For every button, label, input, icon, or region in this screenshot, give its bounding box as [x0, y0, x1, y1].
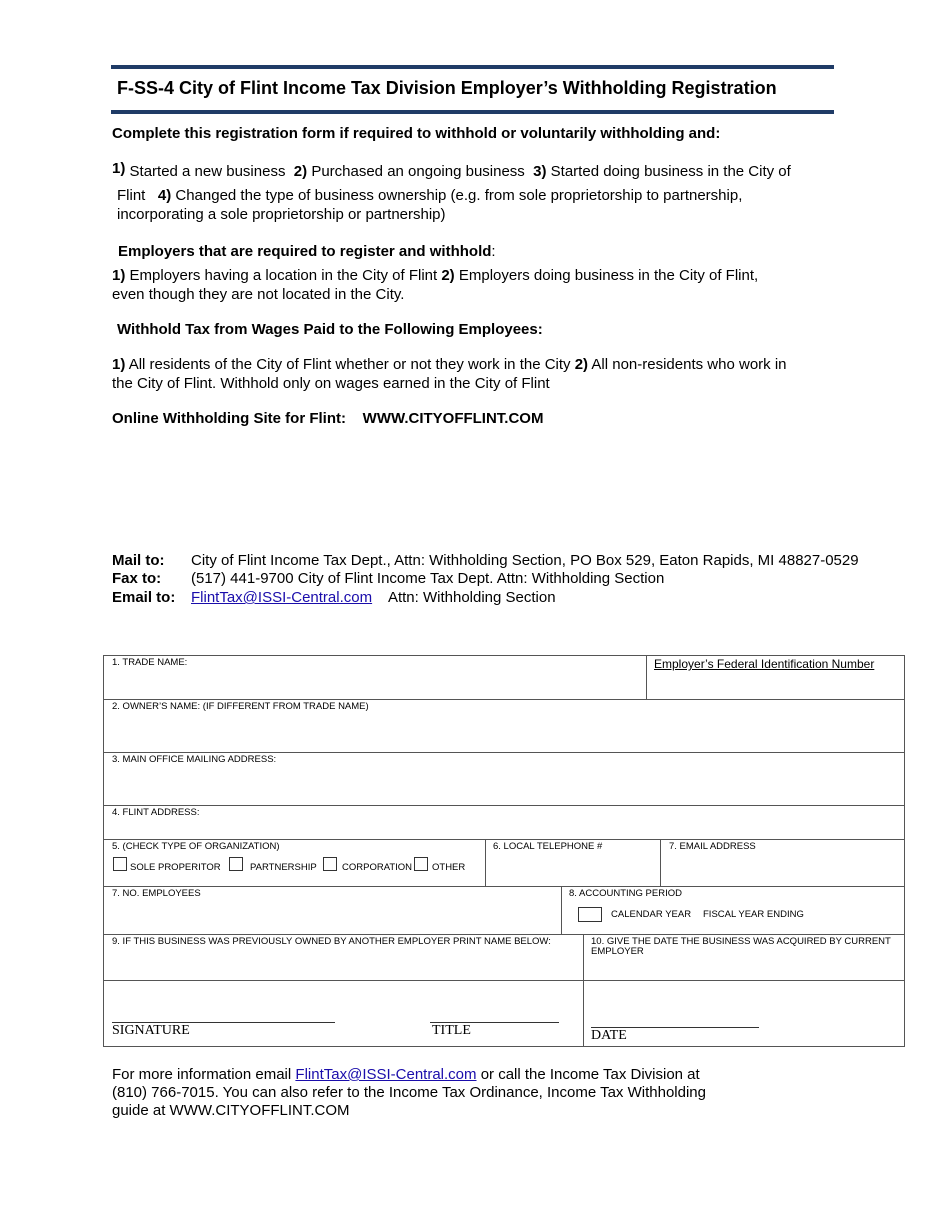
registration-form	[103, 655, 905, 1047]
required-line-1: 1) Employers having a location in the City of Flint 2) Employers doing business in the City of Flint,	[112, 267, 759, 284]
email-link[interactable]: FlintTax@ISSI-Central.com	[191, 589, 373, 606]
divider	[104, 934, 904, 935]
intro-line-3: incorporating a sole proprietorship or partnership)	[117, 206, 446, 223]
divider	[104, 805, 904, 806]
calendar-year-label: CALENDAR YEAR	[611, 909, 692, 920]
online-url: WWW.CITYOFFLINT.COM	[362, 410, 544, 427]
partnership-label: PARTNERSHIP	[250, 862, 317, 873]
footer-line-3: guide at WWW.CITYOFFLINT.COM	[112, 1102, 350, 1119]
corporation-label: CORPORATION	[342, 862, 413, 873]
divider	[104, 839, 904, 840]
email-label: Email to:	[112, 589, 176, 606]
divider	[485, 839, 486, 886]
fiscal-year-label: FISCAL YEAR ENDING	[703, 909, 804, 920]
fax-label: Fax to:	[112, 570, 162, 587]
divider	[104, 886, 904, 887]
mail-label: Mail to:	[112, 552, 165, 569]
page-title: F-SS-4 City of Flint Income Tax Division Employer’s Withholding Registration	[117, 78, 777, 98]
required-heading: Employers that are required to register and withhold:	[118, 243, 496, 260]
divider	[646, 656, 647, 699]
footer-line-2: (810) 766-7015. You can also refer to the Income Tax Ordinance, Income Tax Withholding	[112, 1084, 706, 1101]
fein-label: Employer’s Federal Identification Number	[654, 657, 875, 671]
title-bottom-rule	[111, 110, 834, 114]
date-acquired-label: 10. GIVE THE DATE THE BUSINESS WAS ACQUIRED BY CURRENT	[591, 936, 891, 947]
flint-address-label: 4. FLINT ADDRESS:	[112, 807, 200, 818]
intro-heading: Complete this registration form if required to withhold or voluntarily withholding and:	[112, 125, 721, 142]
no-employees-label: 7. NO. EMPLOYEES	[112, 888, 201, 899]
footer-email-link[interactable]: FlintTax@ISSI-Central.com	[295, 1066, 477, 1083]
divider	[104, 699, 904, 700]
divider	[583, 934, 584, 1047]
title-top-rule	[111, 65, 834, 69]
required-line-2: even though they are not located in the City.	[112, 286, 405, 303]
calendar-year-checkbox[interactable]	[578, 907, 602, 922]
fax-value: (517) 441-9700 City of Flint Income Tax Dept. Attn: Withholding Section	[191, 570, 665, 587]
intro-line-2: Flint 4) Changed the type of business ownership (e.g. from sole proprietorship to partnership,	[117, 187, 743, 204]
sole-proprietor-label: SOLE PROPERITOR	[130, 862, 221, 873]
corporation-checkbox[interactable]	[323, 857, 337, 871]
mail-value: City of Flint Income Tax Dept., Attn: Withholding Section, PO Box 529, Eaton Rapids, MI 48827-0529	[191, 552, 859, 569]
date-label: DATE	[591, 1028, 627, 1043]
partnership-checkbox[interactable]	[229, 857, 243, 871]
withhold-line-2: the City of Flint. Withhold only on wages earned in the City of Flint	[112, 375, 550, 392]
title-label: TITLE	[432, 1023, 471, 1038]
withhold-heading: Withhold Tax from Wages Paid to the Following Employees:	[117, 321, 543, 338]
signature-label: SIGNATURE	[112, 1023, 190, 1038]
other-checkbox[interactable]	[414, 857, 428, 871]
withhold-line-1: 1) All residents of the City of Flint whether or not they work in the City 2) All non-residents who work in	[112, 356, 787, 373]
org-type-label: 5. (CHECK TYPE OF ORGANIZATION)	[112, 841, 280, 852]
main-office-label: 3. MAIN OFFICE MAILING ADDRESS:	[112, 754, 277, 765]
other-label: OTHER	[432, 862, 466, 873]
intro-line-1: 1) Started a new business 2) Purchased an ongoing business 3) Started doing business in the City of	[112, 160, 791, 180]
prev-owner-label: 9. IF THIS BUSINESS WAS PREVIOUSLY OWNED BY ANOTHER EMPLOYER PRINT NAME BELOW:	[112, 936, 551, 947]
divider	[561, 886, 562, 934]
footer-line-1: For more information email FlintTax@ISSI-Central.com or call the Income Tax Division at	[112, 1066, 700, 1083]
divider	[660, 839, 661, 886]
owner-name-label: 2. OWNER’S NAME: (IF DIFFERENT FROM TRADE NAME)	[112, 701, 369, 712]
trade-name-label: 1. TRADE NAME:	[112, 657, 188, 668]
divider	[104, 980, 904, 981]
sole-proprietor-checkbox[interactable]	[113, 857, 127, 871]
date-acquired-label-2: EMPLOYER	[591, 946, 644, 957]
email-value: FlintTax@ISSI-Central.com Attn: Withholding Section	[191, 589, 556, 606]
online-site: Online Withholding Site for Flint: WWW.CITYOFFLINT.COM	[112, 410, 544, 427]
accounting-period-label: 8. ACCOUNTING PERIOD	[569, 888, 682, 899]
local-phone-label: 6. LOCAL TELEPHONE #	[493, 841, 603, 852]
email-address-label: 7. EMAIL ADDRESS	[669, 841, 756, 852]
divider	[104, 752, 904, 753]
